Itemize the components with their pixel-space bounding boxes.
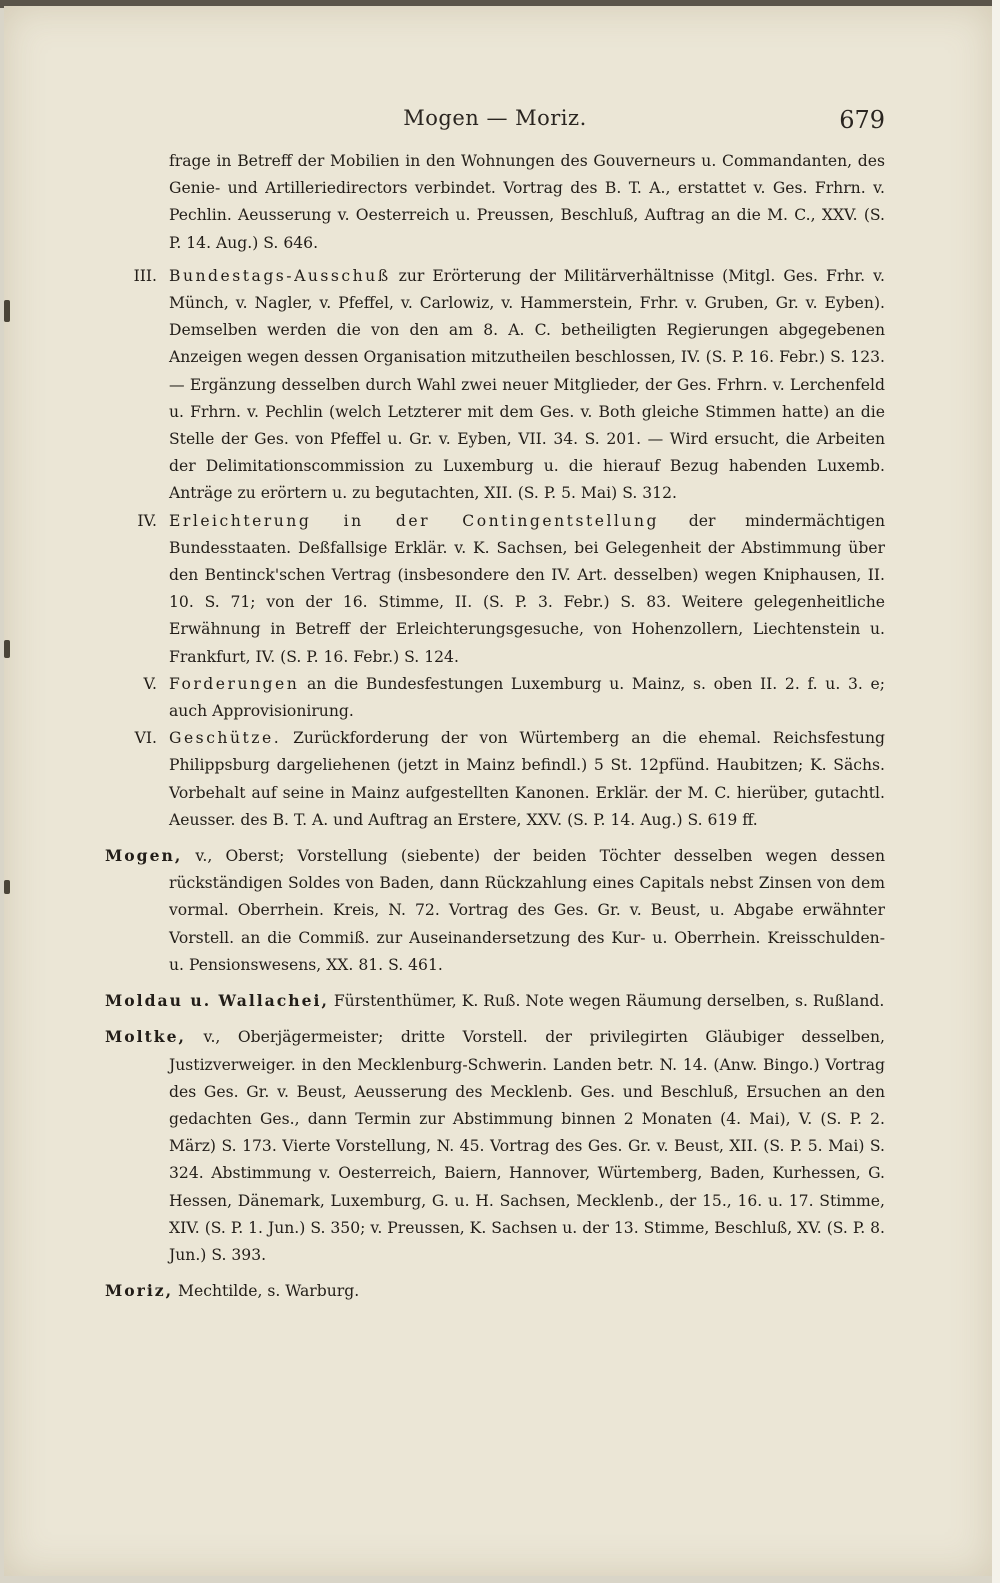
sub-entry-body [169, 725, 885, 834]
lemma-headword: Mogen, [105, 846, 183, 866]
lemma-entry [105, 987, 885, 1015]
entry-text: zur Erörterung der Militärverhältnisse (Mitgl. Ges. Frhr. v. Münch, v. Nagler, v. Pfeffel, v. Carlowiz, v. Hammerstein, Frhr. v. Gruben, Gr. v. Eyben). Demselben werden die von den am 8. A. C. betheiligten Regierungen abgegebenen Anzeigen wegen dessen Organisation mitzutheilen beschlossen, IV. (S. P. 16. Febr.) S. 123. — Ergänzung desselben durch Wahl zwei neuer Mitglieder, der Ges. Frhrn. v. Lerchenfeld u. Frhrn. v. Pechlin (welch Letzterer mit dem Ges. v. Both gleiche Stimmen hatte) an die Stelle der Ges. von Pfeffel u. Gr. v. Eyben, VII. 34. S. 201. — Wird ersucht, die Arbeiten der Delimitationscommission zu Luxemburg u. die hierauf Bezug habenden Luxemb. Anträge zu erörtern u. zu begutachten, XII. (S. P. 5. Mai) S. 312. [169, 266, 885, 503]
page-number: 679 [839, 106, 885, 134]
sub-entry-number: V. [143, 674, 157, 693]
entry-text: Mechtilde, s. Warburg. [173, 1282, 360, 1301]
lemma-headword: Moriz, [105, 1281, 174, 1301]
lemma-headword: Moltke, [105, 1027, 186, 1047]
sub-entry-body [169, 671, 885, 725]
margin-mark [4, 880, 10, 894]
entry-text: Zurückforderung der von Würtemberg an die ehemal. Reichsfestung Philippsburg dargeliehenen (jetzt in Mainz befindl.) 5 St. 12pfünd. Haubitzen; K. Sächs. Vorbehalt auf seine in Mainz aufgestellten Kanonen. Erklär. der M. C. hierüber, gutachtl. Aeusser. des B. T. A. und Auftrag an Erstere, XXV. (S. P. 14. Aug.) S. 619 ff. [169, 729, 885, 829]
margin-mark [4, 300, 10, 322]
sub-entry-number: IV. [137, 511, 157, 530]
lemma-entry [105, 1277, 885, 1305]
lemma-entry [105, 1023, 885, 1269]
page-header [105, 106, 885, 142]
scan-right-edge [992, 0, 1000, 1583]
entry-text: der mindermächtigen Bundesstaaten. Deßfallsige Erklär. v. K. Sachsen, bei Gelegenheit der Abstimmung über den Bentinck'schen Vertrag (insbesondere den IV. Art. desselben) wegen Kniphausen, II. 10. S. 71; von der 16. Stimme, II. (S. P. 3. Febr.) S. 83. Weitere gelegenheitliche Erwähnung in Betreff der Erleichterungsgesuche, von Hohenzollern, Liechtenstein u. Frankfurt, IV. (S. P. 16. Febr.) S. 124. [169, 511, 885, 666]
index-content [105, 148, 885, 1311]
sub-entry-number: III. [133, 266, 157, 285]
entry-keyword: Bundestags-Ausschuß [169, 266, 391, 285]
entry-keyword: Forderungen [169, 674, 300, 693]
sub-entry [105, 725, 885, 834]
lemma-headword: Moldau u. Wallachei, [105, 991, 329, 1011]
continuation-paragraph [105, 148, 885, 257]
entry-text: v., Oberjägermeister; dritte Vorstell. der privilegirten Gläubiger desselben, Justizverweiger. in den Mecklenburg-Schwerin. Landen betr. N. 14. (Anw. Bingo.) Vortrag des Ges. Gr. v. Beust, Aeusserung des Mecklenb. Ges. und Beschluß, Ersuchen an den gedachten Ges., dann Termin zur Abstimmung binnen 2 Monaten (4. Mai), V. (S. P. 2. März) S. 173. Vierte Vorstellung, N. 45. Vortrag des Ges. Gr. v. Beust, XII. (S. P. 5. Mai) S. 324. Abstimmung v. Oesterreich, Baiern, Hannover, Würtemberg, Baden, Kurhessen, G. Hessen, Dänemark, Luxemburg, G. u. H. Sachsen, Mecklenb., der 15., 16. u. 17. Stimme, XIV. (S. P. 1. Jun.) S. 350; v. Preussen, K. Sachsen u. der 13. Stimme, Beschluß, XV. (S. P. 8. Jun.) S. 393. [169, 1028, 885, 1264]
entry-keyword: Erleichterung in der Contingentstellung [169, 511, 659, 530]
sub-entry-body [169, 508, 885, 671]
entry-text: Fürstenthümer, K. Ruß. Note wegen Räumung derselben, s. Rußland. [328, 992, 885, 1011]
running-head: Mogen — Moriz. [403, 106, 587, 130]
sub-entry [105, 263, 885, 508]
lemma-entry [105, 842, 885, 979]
sub-entry [105, 671, 885, 725]
sub-entry [105, 508, 885, 671]
entry-text: frage in Betreff der Mobilien in den Wohnungen des Gouverneurs u. Commandanten, des Genie- und Artilleriedirectors verbindet. Vortrag des B. T. A., erstattet v. Ges. Frhrn. v. Pechlin. Aeusserung v. Oesterreich u. Preussen, Beschluß, Auftrag an die M. C., XXV. (S. P. 14. Aug.) S. 646. [169, 152, 885, 252]
entry-keyword: Geschütze. [169, 729, 282, 748]
entry-text: v., Oberst; Vorstellung (siebente) der beiden Töchter desselben wegen dessen rückständigen Soldes von Baden, dann Rückzahlung eines Capitals nebst Zinsen von dem vormal. Oberrhein. Kreis, N. 72. Vortrag des Ges. Gr. v. Beust, u. Abgabe erwähnter Vorstell. an die Commiß. zur Auseinandersetzung des Kur- u. Oberrhein. Kreisschulden- u. Pensionswesens, XX. 81. S. 461. [169, 847, 885, 974]
entry-text: an die Bundesfestungen Luxemburg u. Mainz, s. oben II. 2. f. u. 3. e; auch Approvisionirung. [169, 674, 885, 721]
sub-entry-body [169, 263, 885, 508]
sub-entry-number: VI. [134, 729, 157, 748]
margin-mark [4, 640, 10, 658]
